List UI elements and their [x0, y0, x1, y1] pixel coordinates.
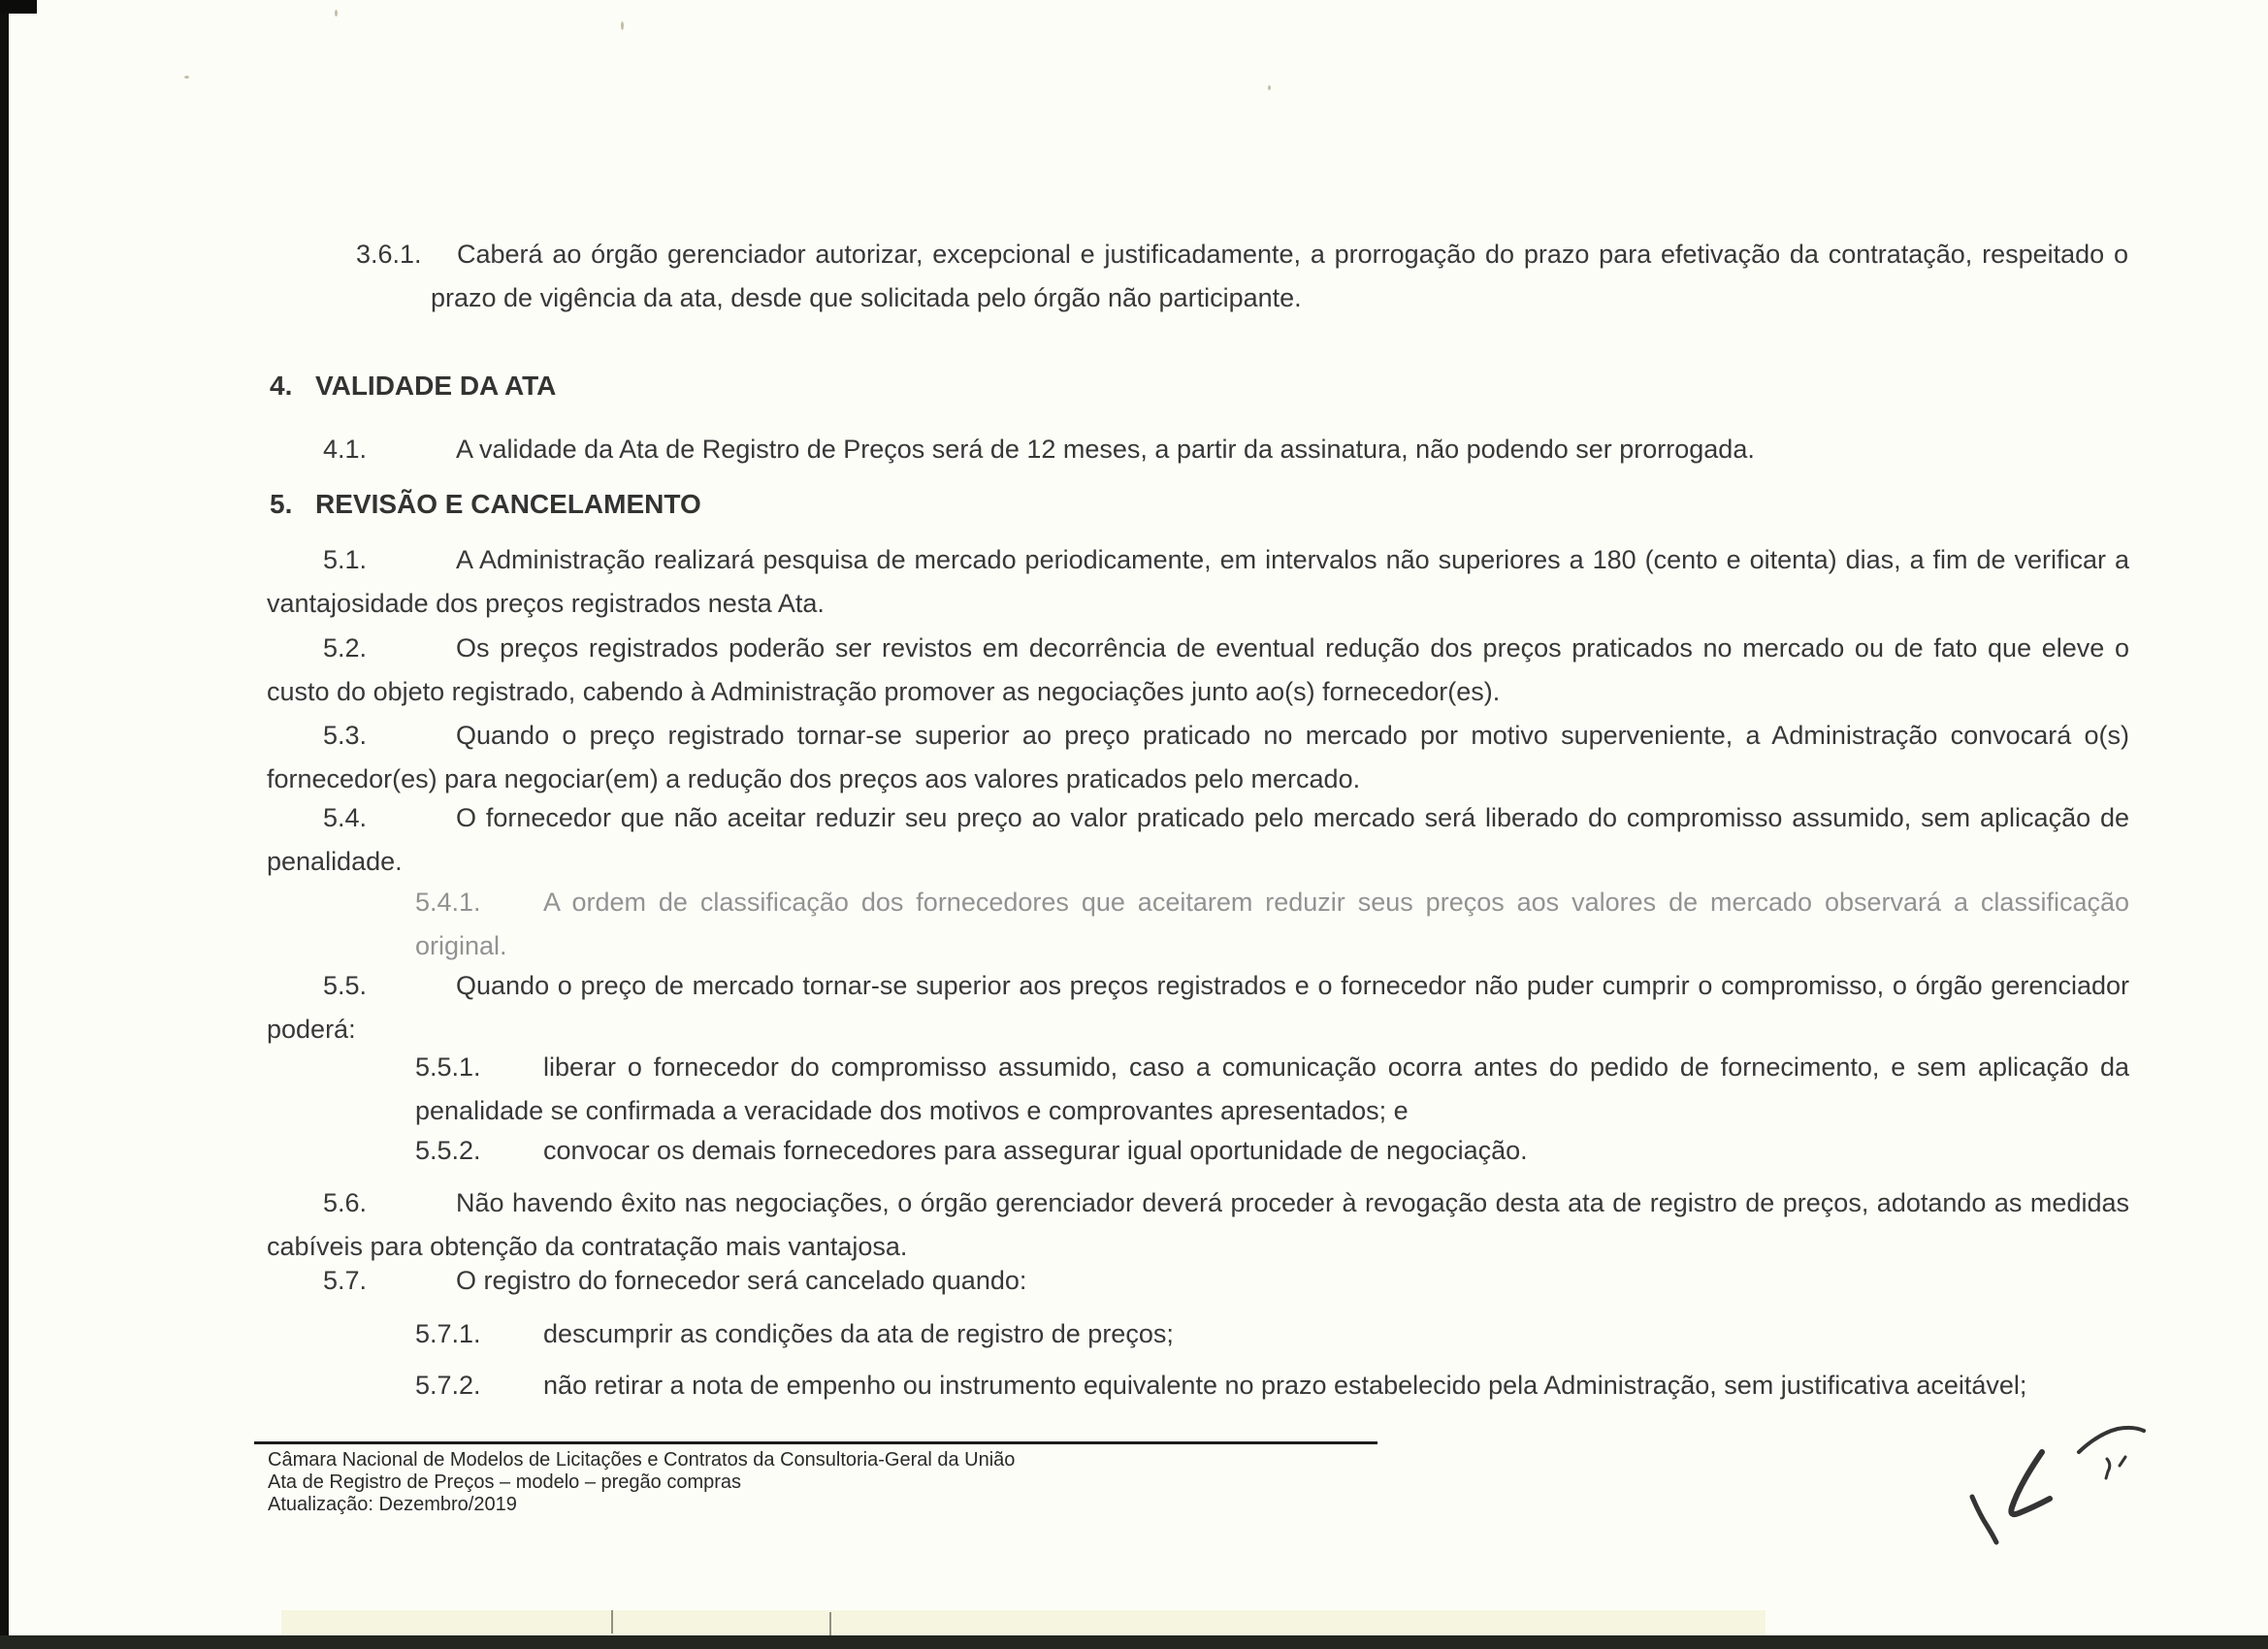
clause-number: 5.2. — [323, 633, 368, 663]
footer-line-update-date: Atualização: Dezembro/2019 — [268, 1494, 517, 1515]
clause-number: 5.5.2. — [415, 1136, 481, 1165]
scan-dust-speck — [1268, 85, 1271, 90]
scan-corner-mark — [0, 0, 37, 14]
scan-hair-mark — [829, 1612, 831, 1635]
clause-5-7-1 — [415, 1312, 2129, 1356]
section-heading-4 — [270, 370, 556, 403]
clause-text: Quando o preço de mercado tornar-se superior aos preços registrados e o fornecedor não puder cumprir o compromisso, o órgão gerenciador poderá: — [267, 971, 2129, 1044]
scan-shadow-band — [281, 1610, 1766, 1635]
clause-4-1 — [267, 428, 2129, 471]
clause-5-7-2 — [415, 1364, 2129, 1407]
clause-text: Quando o preço registrado tornar-se superior ao preço praticado no mercado por motivo superveniente, a Administração convocará o(s) fornecedor(es) para negociar(em) a redução dos preços aos valores praticados pelo mercado. — [267, 721, 2129, 793]
clause-5-5-2 — [415, 1129, 2129, 1173]
clause-5-4-1 — [415, 881, 2129, 968]
clause-text: A Administração realizará pesquisa de mercado periodicamente, em intervalos não superiores a 180 (cento e oitenta) dias, a fim de verificar a vantajosidade dos preços registrados nesta Ata. — [267, 545, 2129, 618]
clause-5-3 — [267, 714, 2129, 801]
clause-number: 4.1. — [323, 435, 368, 464]
clause-text: A ordem de classificação dos fornecedores que aceitarem reduzir seus preços aos valores de mercado observará a classificação original. — [415, 888, 2129, 960]
footer-line-organization: Câmara Nacional de Modelos de Licitações e Contratos da Consultoria-Geral da União — [268, 1449, 1016, 1471]
clause-5-4 — [267, 796, 2129, 884]
scan-edge-left-strip — [0, 0, 9, 1639]
clause-number: 5.3. — [323, 721, 368, 750]
clause-text: Os preços registrados poderão ser revistos em decorrência de eventual redução dos preços praticados no mercado ou de fato que eleve o custo do objeto registrado, cabendo à Administração promover as negociações junto ao(s) fornecedor(es). — [267, 633, 2129, 706]
clause-text: A validade da Ata de Registro de Preços será de 12 meses, a partir da assinatura, não podendo ser prorrogada. — [456, 435, 1755, 464]
heading-text: VALIDADE DA ATA — [315, 371, 557, 401]
clause-number: 5.5. — [323, 971, 368, 1000]
footer — [268, 1449, 1015, 1516]
clause-text: não retirar a nota de empenho ou instrumento equivalente no prazo estabelecido pela Administração, sem justificativa aceitável; — [543, 1371, 2027, 1400]
clause-text: O fornecedor que não aceitar reduzir seu preço ao valor praticado pelo mercado será liberado do compromisso assumido, sem aplicação de penalidade. — [267, 803, 2129, 876]
scan-dust-speck — [184, 76, 189, 79]
clause-text: Caberá ao órgão gerenciador autorizar, excepcional e justificadamente, a prorrogação do prazo para efetivação da contratação, respeitado o prazo de vigência da ata, desde que solicitada pelo órgão não participante. — [431, 240, 2128, 312]
clause-number: 5.6. — [323, 1188, 368, 1217]
clause-number: 5.4. — [323, 803, 368, 832]
clause-3-6-1 — [356, 233, 2128, 320]
scan-hair-mark — [611, 1610, 613, 1633]
clause-5-2 — [267, 627, 2129, 714]
clause-text: O registro do fornecedor será cancelado quando: — [456, 1266, 1027, 1295]
clause-text: liberar o fornecedor do compromisso assumido, caso a comunicação ocorra antes do pedido de fornecimento, e sem aplicação da penalidade se confirmada a veracidade dos motivos e comprovantes apresentados; e — [415, 1052, 2129, 1125]
clause-number: 5.7.2. — [415, 1371, 481, 1400]
heading-number: 4. — [270, 371, 293, 401]
scan-edge-bottom-strip — [0, 1635, 2268, 1649]
section-heading-5 — [270, 488, 701, 521]
footer-line-document-type: Ata de Registro de Preços – modelo – pregão compras — [268, 1471, 742, 1493]
clause-number: 5.4.1. — [415, 888, 481, 917]
clause-number: 5.5.1. — [415, 1052, 481, 1082]
scan-dust-speck — [621, 21, 624, 30]
heading-number: 5. — [270, 489, 293, 519]
clause-number: 3.6.1. — [356, 240, 422, 269]
clause-5-7 — [267, 1259, 2129, 1303]
clause-number: 5.7. — [323, 1266, 368, 1295]
clause-number: 5.1. — [323, 545, 368, 574]
handwritten-signature-mark — [1892, 1397, 2183, 1571]
scan-dust-speck — [335, 10, 338, 16]
clause-number: 5.7.1. — [415, 1319, 481, 1348]
clause-text: descumprir as condições da ata de registro de preços; — [543, 1319, 1174, 1348]
clause-text: convocar os demais fornecedores para assegurar igual oportunidade de negociação. — [543, 1136, 1528, 1165]
footer-divider — [254, 1441, 1377, 1444]
clause-5-6 — [267, 1181, 2129, 1269]
clause-5-1 — [267, 538, 2129, 626]
clause-text: Não havendo êxito nas negociações, o órgão gerenciador deverá proceder à revogação desta ata de registro de preços, adotando as medidas cabíveis para obtenção da contratação mais vantajosa. — [267, 1188, 2129, 1261]
clause-5-5 — [267, 964, 2129, 1051]
clause-5-5-1 — [415, 1046, 2129, 1133]
heading-text: REVISÃO E CANCELAMENTO — [315, 489, 701, 519]
